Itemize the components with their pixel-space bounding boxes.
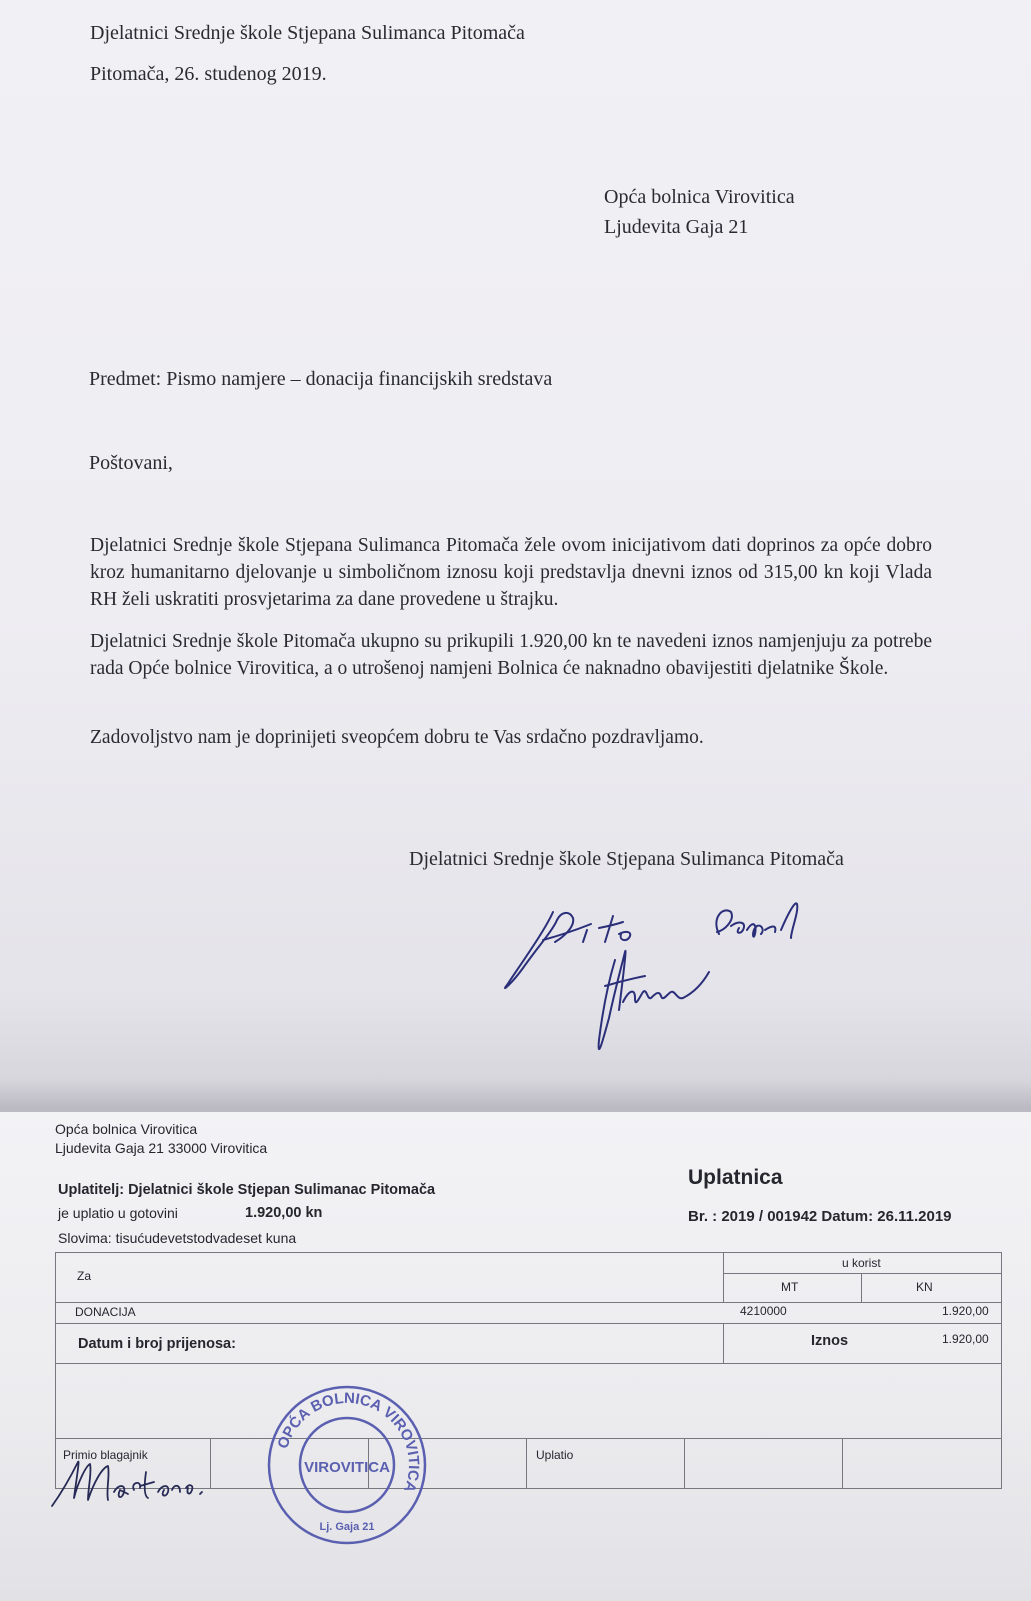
table-divider bbox=[55, 1302, 1002, 1303]
item-mt: 4210000 bbox=[740, 1304, 787, 1318]
table-divider bbox=[723, 1273, 1002, 1274]
stamp-center-text: VIROVITICA bbox=[304, 1459, 390, 1476]
table-divider bbox=[723, 1323, 724, 1363]
letter-paragraph: Djelatnici Srednje škole Stjepana Sulimanca Pitomača žele ovom inicijativom dati doprinos za opće dobro kroz humanitarno djelovanje u simboličnom iznosu koji predstavlja dnevni iznos od 315,00 kn koji Vlada RH želi uskratiti prosvjetarima za dane provedene u štrajku. bbox=[90, 535, 932, 610]
recipient-address: Ljudevita Gaja 21 bbox=[604, 216, 749, 238]
received-by-label: Primio blagajnik bbox=[63, 1448, 148, 1462]
cashier-signature bbox=[48, 1442, 218, 1512]
letter-subject: Predmet: Pismo namjere – donacija financijskih sredstava bbox=[89, 368, 553, 390]
receipt-org-name: Opća bolnica Virovitica bbox=[55, 1121, 198, 1137]
col-header-u-korist: u korist bbox=[842, 1256, 881, 1270]
letter-sender: Djelatnici Srednje škole Stjepana Sulimanca Pitomača bbox=[90, 22, 525, 44]
recipient-name: Opća bolnica Virovitica bbox=[604, 186, 795, 208]
item-kn: 1.920,00 bbox=[942, 1304, 989, 1318]
letter-place-date: Pitomača, 26. studenog 2019. bbox=[90, 63, 327, 85]
col-header-kn: KN bbox=[916, 1280, 933, 1294]
table-divider bbox=[861, 1273, 862, 1302]
col-header-za: Za bbox=[77, 1269, 92, 1283]
paid-by-label: Uplatio bbox=[536, 1448, 574, 1462]
receipt-paid-amount: 1.920,00 kn bbox=[245, 1205, 323, 1221]
hospital-stamp bbox=[262, 1380, 432, 1550]
stamp-ring-text: OPĆA BOLNICA VIROVITICA bbox=[274, 1389, 423, 1495]
signature-line: Djelatnici Srednje škole Stjepana Sulimanca Pitomača bbox=[409, 848, 844, 870]
handwritten-signatures bbox=[495, 890, 845, 1090]
table-divider bbox=[55, 1438, 1002, 1439]
iznos-value: 1.920,00 bbox=[942, 1332, 989, 1346]
receipt-payer: Uplatitelj: Djelatnici škole Stjepan Sulimanac Pitomača bbox=[58, 1182, 436, 1198]
stamp-bottom-text: Lj. Gaja 21 bbox=[319, 1521, 375, 1533]
payment-receipt bbox=[0, 1112, 1031, 1601]
transfer-label: Datum i broj prijenosa: bbox=[78, 1336, 236, 1352]
item-description: DONACIJA bbox=[75, 1305, 136, 1319]
receipt-title: Uplatnica bbox=[688, 1166, 783, 1189]
table-divider bbox=[55, 1363, 1002, 1364]
letter-paragraph: Djelatnici Srednje škole Pitomača ukupno su prikupili 1.920,00 kn te navedeni iznos namjenjuju za potrebe rada Opće bolnice Virovitica, a o utrošenoj namjeni Bolnica će naknadno obavijestiti djelatnike Škole. bbox=[90, 631, 932, 679]
table-divider bbox=[55, 1323, 1002, 1324]
receipt-number-date: Br. : 2019 / 001942 Datum: 26.11.2019 bbox=[688, 1208, 952, 1225]
receipt-in-words: Slovima: tisućudevetstodvadeset kuna bbox=[58, 1230, 297, 1246]
table-divider bbox=[526, 1438, 527, 1489]
col-header-mt: MT bbox=[781, 1280, 799, 1294]
letter-paragraph: Zadovoljstvo nam je doprinijeti sveopćem dobru te Vas srdačno pozdravljamo. bbox=[90, 727, 704, 748]
letter-salutation: Poštovani, bbox=[89, 452, 173, 474]
iznos-label: Iznos bbox=[811, 1333, 849, 1349]
table-divider bbox=[684, 1438, 685, 1489]
receipt-org-address: Ljudevita Gaja 21 33000 Virovitica bbox=[55, 1140, 268, 1156]
receipt-paid-label: je uplatio u gotovini bbox=[58, 1205, 178, 1221]
table-divider bbox=[842, 1438, 843, 1489]
table-divider bbox=[723, 1252, 724, 1302]
